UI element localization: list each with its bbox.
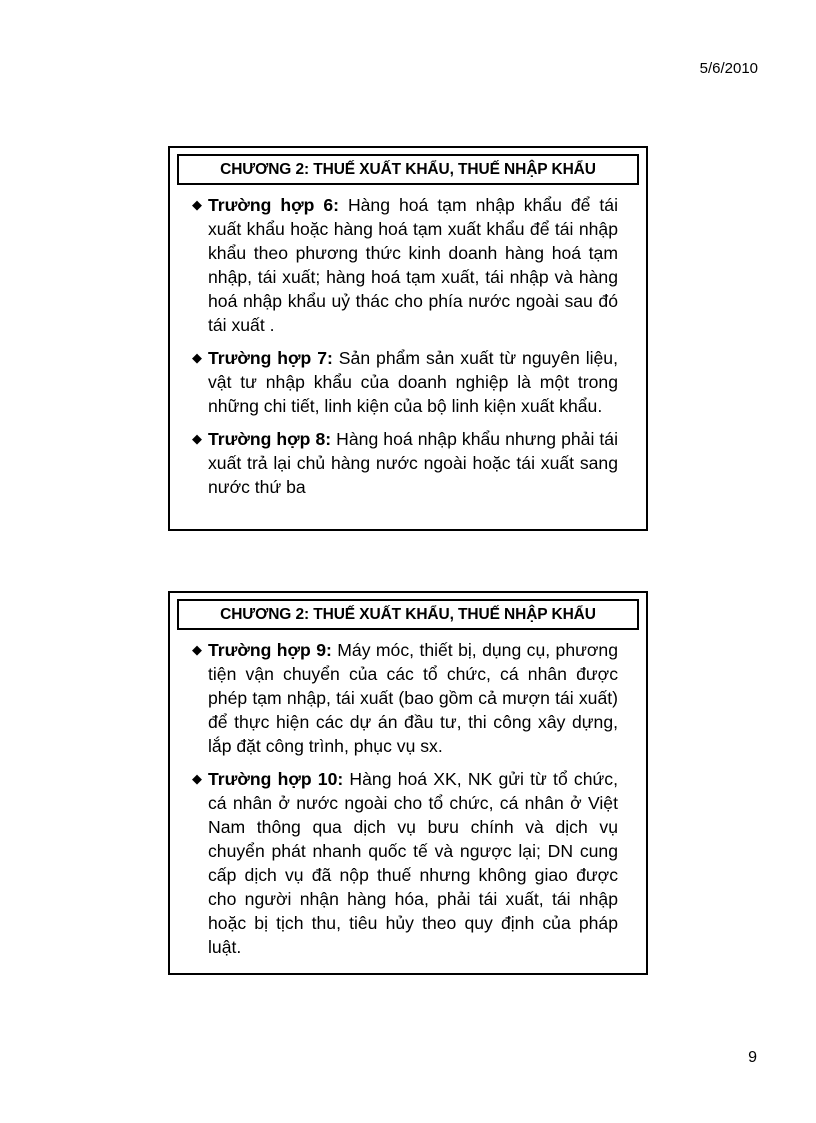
diamond-bullet-icon: ◆ [192,350,202,365]
slide-2 [168,591,648,975]
case-description: Sản phẩm sản xuất từ nguyên liệu, vật tư nhập khẩu của doanh nghiệp là một trong những chi tiết, linh kiện của bộ linh kiện xuất khẩu. [208,348,618,416]
slide-body [170,630,646,959]
case-description: Hàng hoá XK, NK gửi từ tổ chức, cá nhân ở nước ngoài cho tổ chức, cá nhân ở Việt Nam thông qua dịch vụ bưu chính và dịch vụ chuyển phát nhanh quốc tế và ngược lại; DN cung cấp dịch vụ đã nộp thuế nhưng không giao được cho người nhận hàng hóa, phải tái xuất, tái nhập hoặc bị tịch thu, tiêu hủy theo quy định của pháp luật. [208,769,618,957]
slide-body [170,185,646,499]
case-text [208,638,618,758]
slide-title: CHƯƠNG 2: THUẾ XUẤT KHẨU, THUẾ NHẬP KHẨU [177,154,639,185]
case-label: Trường hợp 8: [208,429,332,449]
case-item [192,427,618,499]
case-description: Hàng hoá tạm nhập khẩu để tái xuất khẩu hoặc hàng hoá tạm xuất khẩu để tái nhập khẩu theo phương thức kinh doanh hàng hoá tạm nhập, tái xuất; hàng hoá tạm xuất, tái nhập và hàng hoá nhập khẩu uỷ thác cho phía nước ngoài sau đó tái xuất . [208,195,618,335]
case-label: Trường hợp 10: [208,769,344,789]
diamond-bullet-icon: ◆ [192,197,202,212]
case-item [192,767,618,959]
case-text [208,193,618,337]
diamond-bullet-icon: ◆ [192,642,202,657]
case-label: Trường hợp 7: [208,348,333,368]
slide-1 [168,146,648,531]
slide-title: CHƯƠNG 2: THUẾ XUẤT KHẨU, THUẾ NHẬP KHẨU [177,599,639,630]
case-text [208,346,618,418]
case-description: Máy móc, thiết bị, dụng cụ, phương tiện vận chuyển của các tổ chức, cá nhân được phép tạm nhập, tái xuất (bao gồm cả mượn tái xuất) để thực hiện các dự án đầu tư, thi công xây dựng, lắp đặt công trình, phục vụ sx. [208,640,618,756]
case-label: Trường hợp 9: [208,640,332,660]
page-number: 9 [748,1049,757,1066]
diamond-bullet-icon: ◆ [192,771,202,786]
case-item [192,638,618,758]
case-text [208,767,618,959]
case-item [192,346,618,418]
case-label: Trường hợp 6: [208,195,339,215]
page-date: 5/6/2010 [699,60,758,77]
case-text [208,427,618,499]
case-item [192,193,618,337]
diamond-bullet-icon: ◆ [192,431,202,446]
case-description: Hàng hoá nhập khẩu nhưng phải tái xuất trả lại chủ hàng nước ngoài hoặc tái xuất sang nước thứ ba [208,429,618,497]
